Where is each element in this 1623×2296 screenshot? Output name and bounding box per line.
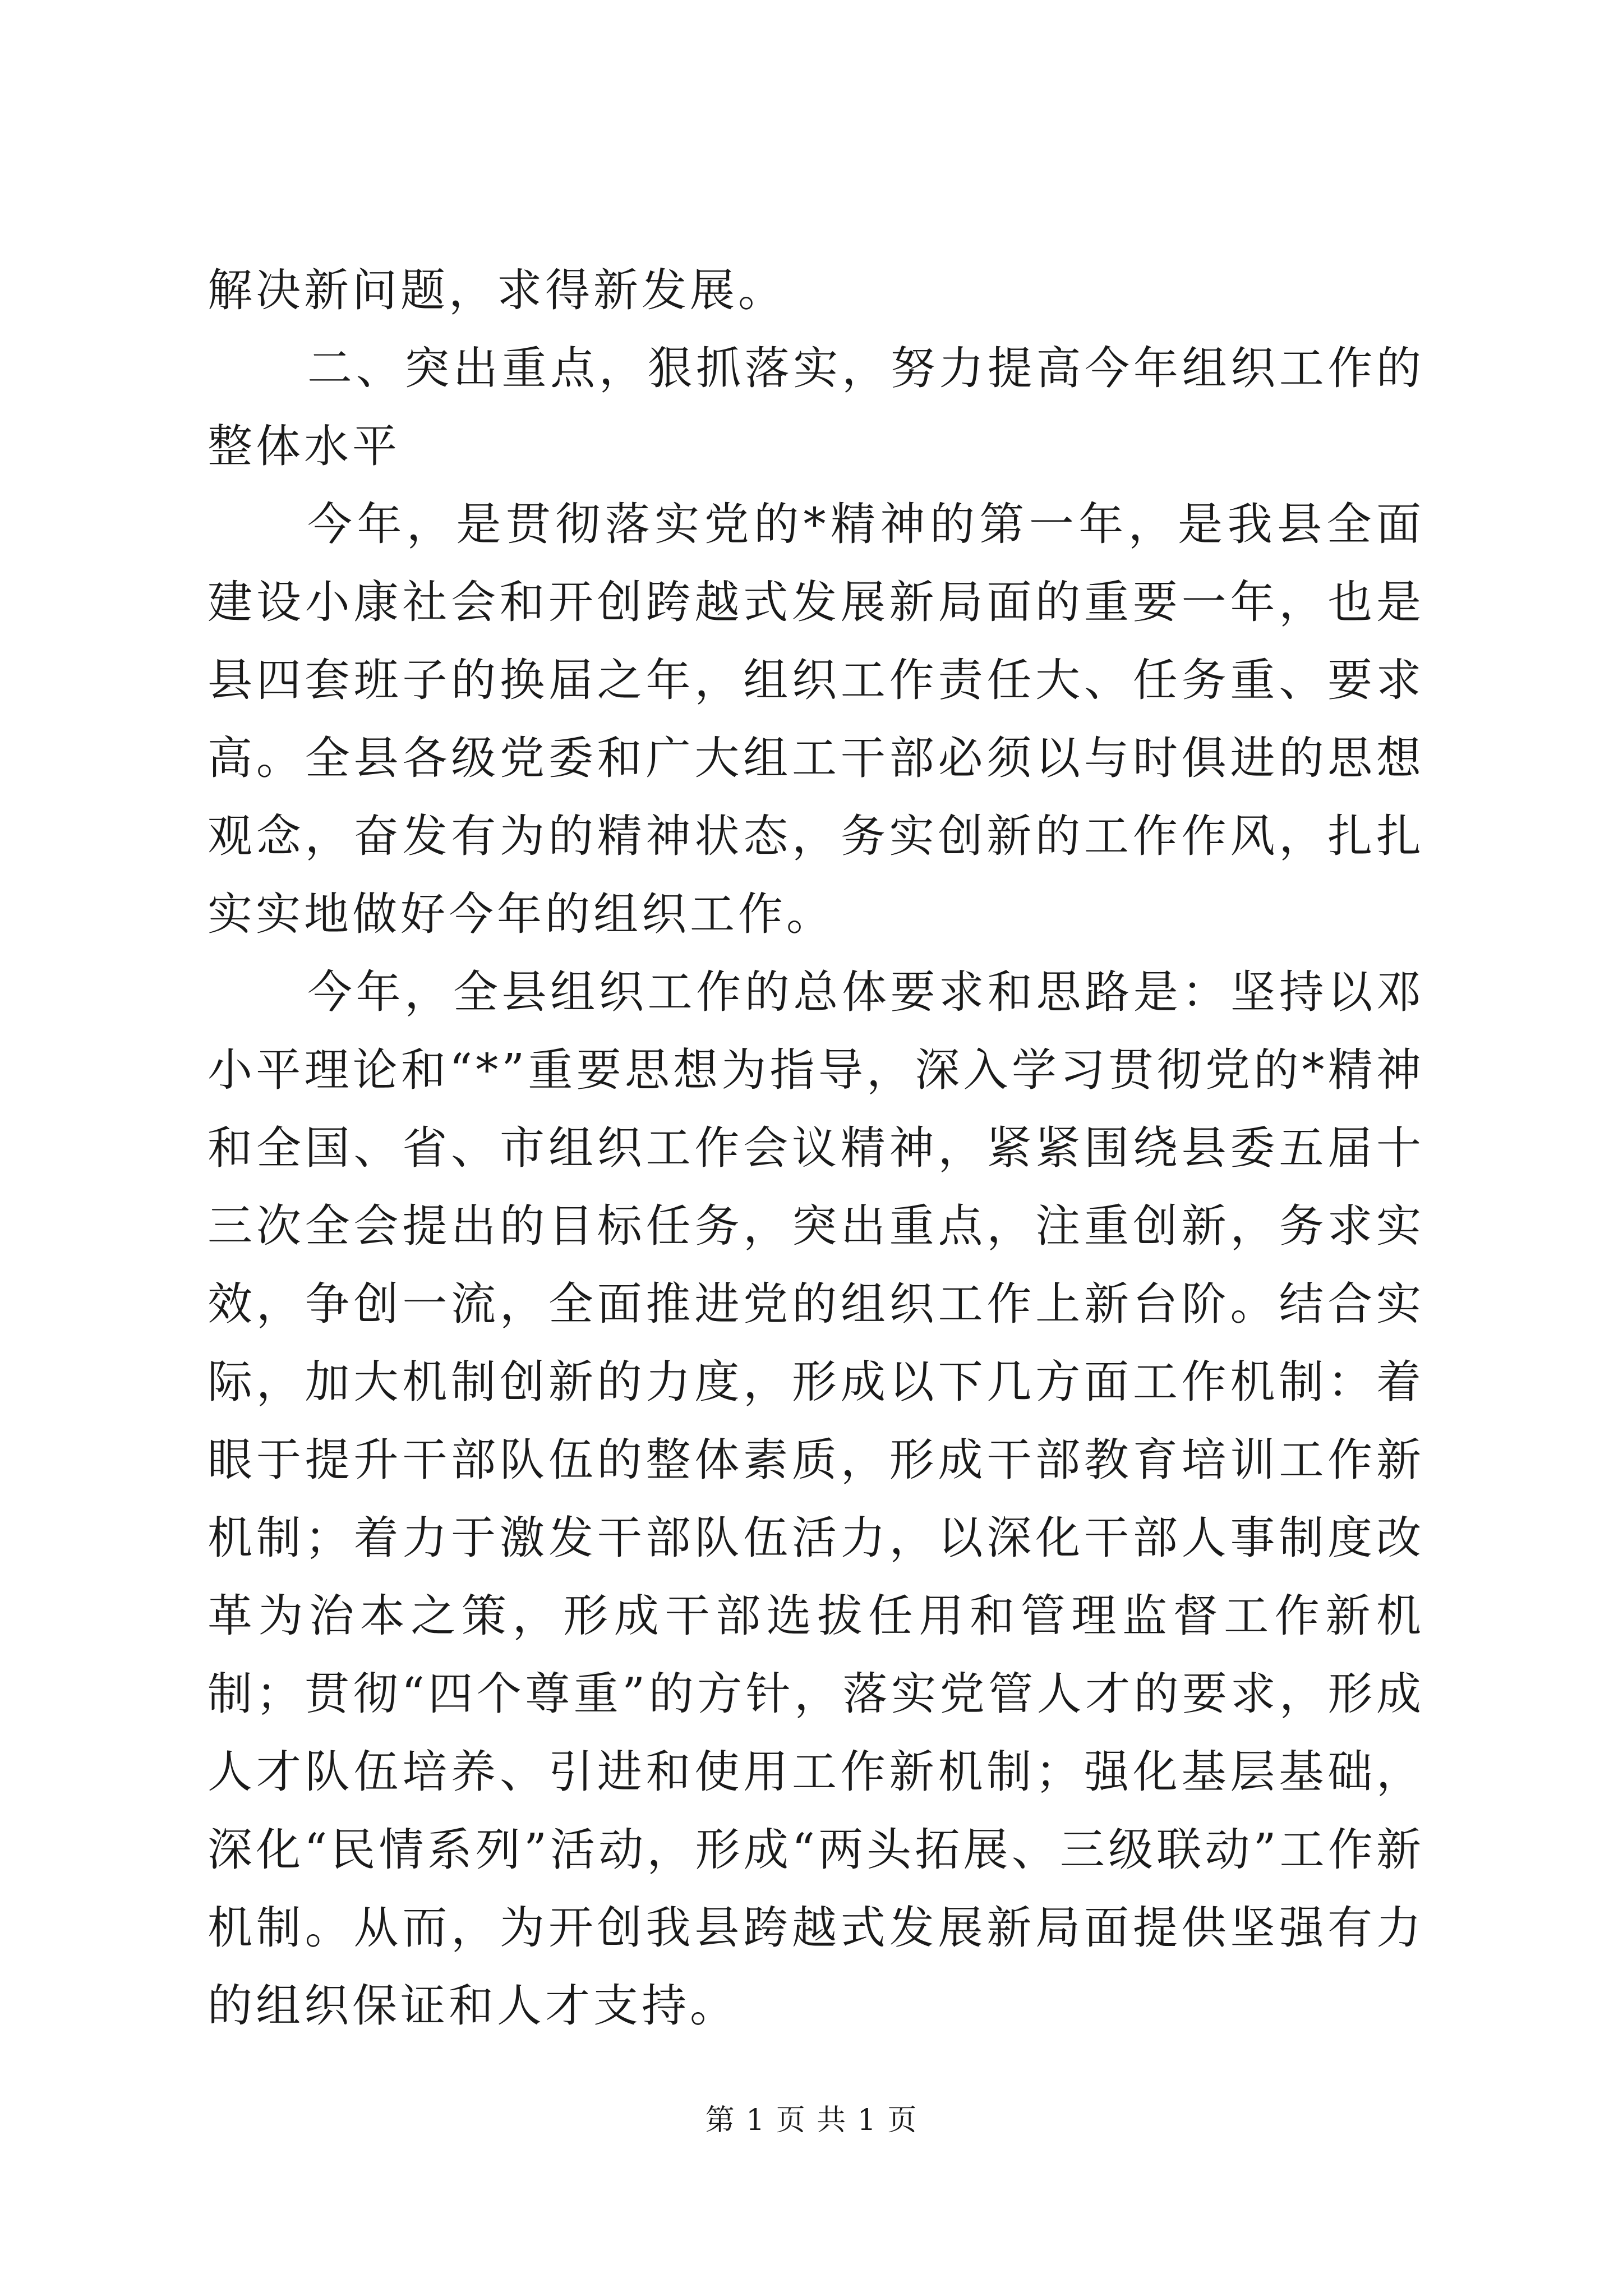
paragraph-continuation: 解决新问题，求得新发展。 bbox=[208, 264, 786, 316]
paragraph-context: 今年，是贯彻落实党的*精神的第一年，是我县全面建设小康社会和开创跨越式发展新局面的重要一年，也是县四套班子的换届之年，组织工作责任大、任务重、要求高。全县各级党委和广大组工干部必须以与时俱进的思想观念，奋发有为的精神状态，务实创新的工作作风，扎扎实实地做好今年的组织工作。 bbox=[208, 498, 1424, 940]
section-heading: 二、突出重点，狠抓落实，努力提高今年组织工作的整体水平 bbox=[208, 342, 1424, 472]
paragraph-requirements: 今年，全县组织工作的总体要求和思路是：坚持以邓小平理论和“*”重要思想为指导，深入学习贯彻党的*精神和全国、省、市组织工作会议精神，紧紧围绕县委五届十三次全会提出的目标任务，突出重点，注重创新，务求实效，争创一流，全面推进党的组织工作上新台阶。结合实际，加大机制创新的力度，形成以下几方面工作机制：着眼于提升干部队伍的整体素质，形成干部教育培训工作新机制；着力于激发干部队伍活力，以深化干部人事制度改革为治本之策，形成干部选拔任用和管理监督工作新机制；贯彻“四个尊重”的方针，落实党管人才的要求，形成人才队伍培养、引进和使用工作新机制；强化基层基础，深化“民情系列”活动，形成“两头拓展、三级联动”工作新机制。从而，为开创我县跨越式发展新局面提供坚强有力的组织保证和人才支持。 bbox=[208, 966, 1424, 2032]
page-number-label: 第 1 页 共 1 页 bbox=[705, 2104, 918, 2137]
page-footer bbox=[0, 2101, 1623, 2140]
document-body bbox=[208, 251, 1424, 2045]
